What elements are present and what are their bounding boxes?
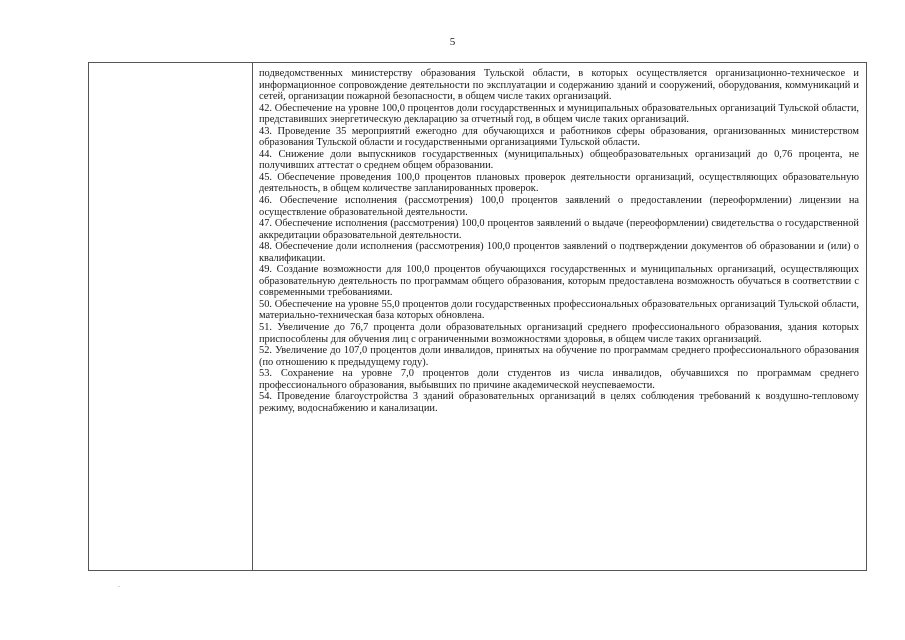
paragraph-52: 52. Увеличение до 107,0 процентов доли инвалидов, принятых на обучение по программам среднего профессионального образования (по отношению к предыдущему году). <box>259 345 859 368</box>
paragraph-42: 42. Обеспечение на уровне 100,0 процентов доли государственных и муниципальных образовательных организаций Тульской области, представивших энергетическую декларацию за отчетный год, в общем числе таких организаций. <box>259 102 859 126</box>
paragraph-51: 51. Увеличение до 76,7 процента доли образовательных организаций среднего профессионального образования, здания которых приспособлены для обучения лиц с ограниченными возможностями здоровья, в общем числе таких организаций. <box>259 322 859 345</box>
paragraph-continuation: подведомственных министерству образования Тульской области, в которых осуществляется организационно-техническое и информационное сопровождение деятельности по эксплуатации и содержанию зданий и сооружений, оборудования, коммуникаций и сетей, организации пожарной безопасности, в общем числе таких организаций. <box>259 68 859 103</box>
paragraph-54: 54. Проведение благоустройства 3 зданий образовательных организаций в целях соблюдения требований к воздушно-тепловому режиму, водоснабжению и канализации. <box>259 391 859 414</box>
scan-speck: . <box>118 580 120 589</box>
paragraph-44: 44. Снижение доли выпускников государственных (муниципальных) общеобразовательных организаций до 0,76 процента, не получивших аттестат о среднем общем образовании. <box>259 148 859 172</box>
paragraph-53: 53. Сохранение на уровне 7,0 процентов доли студентов из числа инвалидов, обучавшихся по программам среднего профессионального образования, выбывших по причине академической неуспеваемости. <box>259 368 859 391</box>
table-left-cell <box>89 63 253 570</box>
paragraph-45: 45. Обеспечение проведения 100,0 процентов плановых проверок деятельности организаций, осуществляющих образовательную деятельность, в общем количестве запланированных проверок. <box>259 171 859 195</box>
paragraph-43: 43. Проведение 35 мероприятий ежегодно для обучающихся и работников сферы образования, организованных министерством образования Тульской области и государственными организациями Тульской области. <box>259 125 859 149</box>
paragraph-46: 46. Обеспечение исполнения (рассмотрения) 100,0 процентов заявлений о предоставлении (переоформлении) лицензии на осуществление образовательной деятельности. <box>259 195 859 218</box>
paragraph-50: 50. Обеспечение на уровне 55,0 процентов доли государственных профессиональных образовательных организаций Тульской области, материально-техническая база которых обновлена. <box>259 298 859 322</box>
content-table <box>88 62 867 571</box>
table-right-cell <box>253 63 866 570</box>
paragraph-48: 48. Обеспечение доли исполнения (рассмотрения) 100,0 процентов заявлений о подтверждении документов об образовании и (или) о квалификации. <box>259 241 859 264</box>
page-number: 5 <box>449 36 456 48</box>
paragraph-47: 47. Обеспечение исполнения (рассмотрения) 100,0 процентов заявлений о выдаче (переоформлении) свидетельства о государственной аккредитации образовательной деятельности. <box>259 218 859 241</box>
paragraph-49: 49. Создание возможности для 100,0 процентов обучающихся государственных и муниципальных организаций, осуществляющих образовательную деятельность по программам общего образования, которым предоставлена возможность обучаться в соответствии с современными требованиями. <box>259 264 859 299</box>
